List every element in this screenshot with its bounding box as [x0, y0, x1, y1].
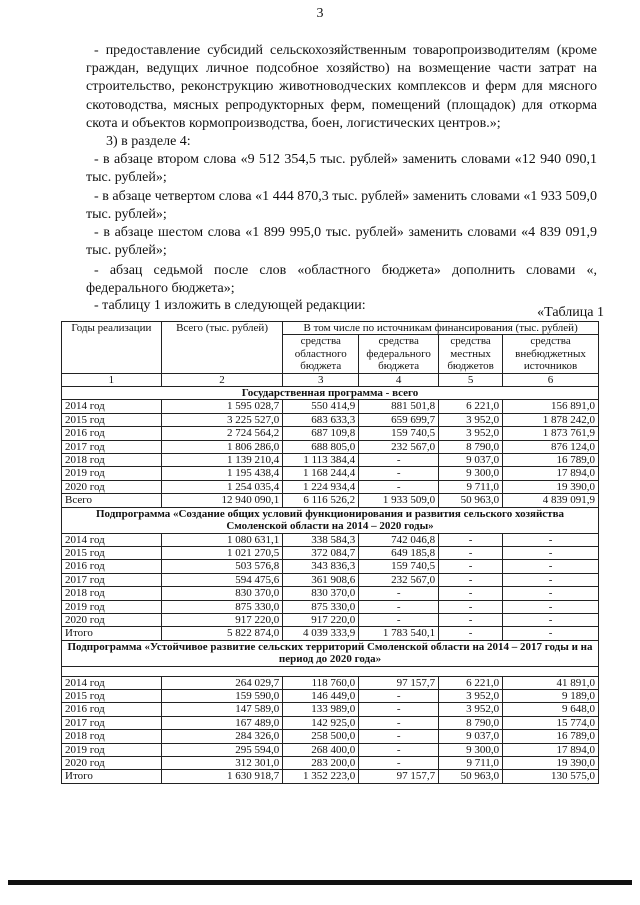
row-label: 2018 год: [62, 730, 162, 743]
row-label: 2018 год: [62, 454, 162, 467]
table-cell: 9 037,0: [439, 730, 503, 743]
row-label: 2015 год: [62, 546, 162, 559]
table-cell: 159 740,5: [359, 560, 439, 573]
table-row: [62, 743, 599, 756]
table-cell: 118 760,0: [283, 676, 359, 689]
table-cell: 1 806 286,0: [161, 440, 283, 453]
table-cell: 295 594,0: [161, 743, 283, 756]
table-cell: 9 648,0: [503, 703, 599, 716]
table-cell: 3 952,0: [439, 703, 503, 716]
table-cell: 3 952,0: [439, 413, 503, 426]
table-cell: -: [359, 743, 439, 756]
section-title: Подпрограмма «Создание общих условий функционирования и развития сельского хозяйства Смоленской области на 2014 – 2020 годы»: [62, 507, 599, 533]
row-label: 2019 год: [62, 743, 162, 756]
table-row: [62, 467, 599, 480]
row-label: 2014 год: [62, 533, 162, 546]
table-cell: 917 220,0: [161, 613, 283, 626]
table-cell: -: [359, 480, 439, 493]
row-label: 2017 год: [62, 716, 162, 729]
table-cell: -: [503, 560, 599, 573]
table-caption: «Таблица 1: [537, 305, 604, 320]
table-cell: 8 790,0: [439, 716, 503, 729]
table-row: [62, 440, 599, 453]
table-cell: 258 500,0: [283, 730, 359, 743]
table-row: [62, 770, 599, 783]
table-cell: 1 630 918,7: [161, 770, 283, 783]
header-local-budgets: средства местных бюджетов: [439, 335, 503, 373]
table-cell: 6 116 526,2: [283, 494, 359, 507]
table-cell: 19 390,0: [503, 757, 599, 770]
table-row: [62, 400, 599, 413]
table-row: [62, 676, 599, 689]
table-cell: 830 370,0: [283, 587, 359, 600]
table-cell: 5 822 874,0: [161, 627, 283, 640]
table-cell: 159 590,0: [161, 689, 283, 702]
table-cell: 284 326,0: [161, 730, 283, 743]
blank-row: [62, 666, 599, 676]
table-cell: 9 711,0: [439, 757, 503, 770]
scan-edge-bar: [8, 880, 632, 885]
table-cell: -: [359, 757, 439, 770]
table-cell: 8 790,0: [439, 440, 503, 453]
page-number: 3: [316, 6, 324, 21]
table-cell: -: [439, 546, 503, 559]
paragraph-table-intro: - таблицу 1 изложить в следующей редакции:: [94, 298, 366, 313]
table-cell: 159 740,5: [359, 427, 439, 440]
table-cell: -: [439, 613, 503, 626]
header-sources: В том числе по источникам финансирования (тыс. рублей): [283, 322, 599, 335]
table-cell: 41 891,0: [503, 676, 599, 689]
table-cell: -: [439, 627, 503, 640]
table-cell: -: [503, 533, 599, 546]
table-cell: 1 168 244,4: [283, 467, 359, 480]
table-row: [62, 533, 599, 546]
table-cell: 147 589,0: [161, 703, 283, 716]
table-cell: -: [503, 546, 599, 559]
table-row: [62, 600, 599, 613]
table-row: [62, 494, 599, 507]
table-cell: -: [359, 689, 439, 702]
section-title: Государственная программа - всего: [62, 387, 599, 400]
table-cell: 1 224 934,4: [283, 480, 359, 493]
table-cell: 830 370,0: [161, 587, 283, 600]
table-row: [62, 546, 599, 559]
header-extrabudgetary: средства внебюджетных источников: [503, 335, 599, 373]
table-cell: -: [439, 560, 503, 573]
table-cell: 156 891,0: [503, 400, 599, 413]
header-total: Всего (тыс. рублей): [161, 322, 283, 374]
table-cell: 1 783 540,1: [359, 627, 439, 640]
table-cell: 167 489,0: [161, 716, 283, 729]
table-cell: 594 475,6: [161, 573, 283, 586]
table-cell: 15 774,0: [503, 716, 599, 729]
table-cell: 2 724 564,2: [161, 427, 283, 440]
table-cell: 268 400,0: [283, 743, 359, 756]
table-cell: 9 300,0: [439, 467, 503, 480]
table-cell: 6 221,0: [439, 400, 503, 413]
table-cell: -: [439, 600, 503, 613]
section-header-row: [62, 387, 599, 400]
table-cell: 232 567,0: [359, 573, 439, 586]
table-cell: -: [503, 627, 599, 640]
row-label: 2015 год: [62, 689, 162, 702]
funding-table: [61, 321, 599, 784]
table-cell: 1 595 028,7: [161, 400, 283, 413]
row-label: 2016 год: [62, 427, 162, 440]
table-cell: 1 933 509,0: [359, 494, 439, 507]
table-row: [62, 703, 599, 716]
table-cell: -: [503, 573, 599, 586]
row-label: 2020 год: [62, 757, 162, 770]
table-cell: 146 449,0: [283, 689, 359, 702]
table-cell: 338 584,3: [283, 533, 359, 546]
table-cell: 917 220,0: [283, 613, 359, 626]
table-cell: -: [359, 730, 439, 743]
table-cell: 50 963,0: [439, 770, 503, 783]
table-cell: 1 113 384,4: [283, 454, 359, 467]
table-row: [62, 413, 599, 426]
table-row: [62, 689, 599, 702]
paragraph-amendment-6: - в абзаце шестом слова «1 899 995,0 тыс. рублей» заменить словами «4 839 091,9 тыс. рублей»;: [86, 225, 597, 259]
row-label: 2020 год: [62, 480, 162, 493]
row-label: 2017 год: [62, 573, 162, 586]
blank-cell: [62, 666, 599, 676]
table-row: [62, 480, 599, 493]
column-number: 5: [439, 373, 503, 386]
row-label: 2014 год: [62, 400, 162, 413]
section-title: Подпрограмма «Устойчивое развитие сельских территорий Смоленской области на 2014 – 2017 годы и на период до 2020 года»: [62, 640, 599, 666]
table-body: [62, 387, 599, 784]
row-label: 2016 год: [62, 703, 162, 716]
table-row: [62, 587, 599, 600]
table-cell: 875 330,0: [283, 600, 359, 613]
table-cell: 361 908,6: [283, 573, 359, 586]
table-cell: 283 200,0: [283, 757, 359, 770]
section-header-row: [62, 640, 599, 666]
row-label: 2016 год: [62, 560, 162, 573]
row-label: 2017 год: [62, 440, 162, 453]
table-cell: -: [359, 716, 439, 729]
table-cell: 881 501,8: [359, 400, 439, 413]
column-number: 1: [62, 373, 162, 386]
column-number: 4: [359, 373, 439, 386]
row-label: Всего: [62, 494, 162, 507]
table-cell: 4 839 091,9: [503, 494, 599, 507]
table-cell: 17 894,0: [503, 743, 599, 756]
table-cell: -: [503, 613, 599, 626]
paragraph-amendment-7: - абзац седьмой после слов «областного бюджета» дополнить словами «, федерального бюджета»;: [86, 263, 597, 297]
table-cell: 4 039 333,9: [283, 627, 359, 640]
table-cell: 264 029,7: [161, 676, 283, 689]
table-cell: -: [503, 587, 599, 600]
table-cell: 1 352 223,0: [283, 770, 359, 783]
header-regional-budget: средства областного бюджета: [283, 335, 359, 373]
table-cell: 312 301,0: [161, 757, 283, 770]
table-cell: 97 157,7: [359, 770, 439, 783]
table-cell: 688 805,0: [283, 440, 359, 453]
table-cell: 9 711,0: [439, 480, 503, 493]
row-label: 2015 год: [62, 413, 162, 426]
table-cell: 9 037,0: [439, 454, 503, 467]
table-cell: 875 330,0: [161, 600, 283, 613]
table-cell: 1 139 210,4: [161, 454, 283, 467]
table-row: [62, 757, 599, 770]
table-cell: 133 989,0: [283, 703, 359, 716]
table-row: [62, 560, 599, 573]
table-cell: 372 084,7: [283, 546, 359, 559]
row-label: 2019 год: [62, 600, 162, 613]
table-cell: 742 046,8: [359, 533, 439, 546]
table-row: [62, 427, 599, 440]
row-label: Итого: [62, 627, 162, 640]
paragraph-amendment-2: - в абзаце втором слова «9 512 354,5 тыс. рублей» заменить словами «12 940 090,1 тыс. рублей»;: [86, 152, 597, 186]
table-cell: 1 080 631,1: [161, 533, 283, 546]
table-cell: 1 195 438,4: [161, 467, 283, 480]
table-cell: 142 925,0: [283, 716, 359, 729]
table-cell: -: [359, 587, 439, 600]
table-row: [62, 613, 599, 626]
table-cell: -: [359, 703, 439, 716]
table-cell: 343 836,3: [283, 560, 359, 573]
row-label: 2019 год: [62, 467, 162, 480]
table-cell: 659 699,7: [359, 413, 439, 426]
table-row: [62, 573, 599, 586]
table-cell: 3 952,0: [439, 427, 503, 440]
table-cell: 1 021 270,5: [161, 546, 283, 559]
table-cell: 50 963,0: [439, 494, 503, 507]
table-cell: 876 124,0: [503, 440, 599, 453]
table-cell: -: [439, 533, 503, 546]
table-cell: -: [359, 613, 439, 626]
row-label: Итого: [62, 770, 162, 783]
table-cell: 649 185,8: [359, 546, 439, 559]
table-cell: -: [359, 600, 439, 613]
table-cell: 503 576,8: [161, 560, 283, 573]
paragraph-section-4: 3) в разделе 4:: [106, 134, 191, 149]
header-federal-budget: средства федерального бюджета: [359, 335, 439, 373]
table-cell: 6 221,0: [439, 676, 503, 689]
table-cell: 550 414,9: [283, 400, 359, 413]
table-cell: 1 254 035,4: [161, 480, 283, 493]
paragraph-subsidies: - предоставление субсидий сельскохозяйственным товаропроизводителям (кроме граждан, ведущих личное подсобное хозяйство) на возмещение части затрат на строительство, реконструкцию животноводческих комплексов и ферм для мясного скотоводства, мясных репродукторных ферм, помещений (площадок) для откорма скота и объектов кормопроизводства, боен, логистических центров.»;: [86, 43, 597, 131]
table-row: [62, 716, 599, 729]
column-numbers-row: [62, 373, 599, 386]
table-row: [62, 454, 599, 467]
row-label: 2018 год: [62, 587, 162, 600]
header-years: Годы реализации: [62, 322, 162, 374]
table-cell: -: [439, 573, 503, 586]
table-cell: 19 390,0: [503, 480, 599, 493]
row-label: 2020 год: [62, 613, 162, 626]
table-cell: 687 109,8: [283, 427, 359, 440]
table-cell: -: [359, 467, 439, 480]
table-cell: 9 189,0: [503, 689, 599, 702]
table-cell: 1 873 761,9: [503, 427, 599, 440]
table-row: [62, 730, 599, 743]
table-cell: 1 878 242,0: [503, 413, 599, 426]
table-cell: 97 157,7: [359, 676, 439, 689]
row-label: 2014 год: [62, 676, 162, 689]
table-cell: 3 225 527,0: [161, 413, 283, 426]
table-cell: 16 789,0: [503, 454, 599, 467]
table-cell: -: [359, 454, 439, 467]
table-cell: 12 940 090,1: [161, 494, 283, 507]
table-cell: 130 575,0: [503, 770, 599, 783]
table-cell: -: [503, 600, 599, 613]
table-cell: -: [439, 587, 503, 600]
table-cell: 9 300,0: [439, 743, 503, 756]
paragraph-amendment-4: - в абзаце четвертом слова «1 444 870,3 тыс. рублей» заменить словами «1 933 509,0 тыс. рублей»;: [86, 189, 597, 223]
table-cell: 16 789,0: [503, 730, 599, 743]
table-cell: 17 894,0: [503, 467, 599, 480]
table-row: [62, 627, 599, 640]
table-cell: 3 952,0: [439, 689, 503, 702]
section-header-row: [62, 507, 599, 533]
column-number: 3: [283, 373, 359, 386]
table-cell: 683 633,3: [283, 413, 359, 426]
column-number: 6: [503, 373, 599, 386]
column-number: 2: [161, 373, 283, 386]
table-cell: 232 567,0: [359, 440, 439, 453]
